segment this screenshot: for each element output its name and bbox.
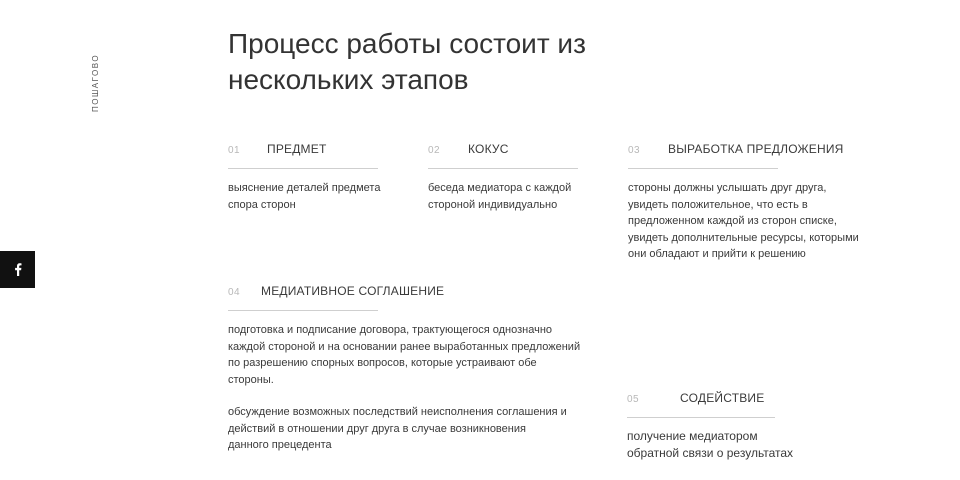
step-description: стороны должны услышать друг друга, увидеть положительное, что есть в предложенном каждой из сторон списке, увидеть дополнительные ресурсы, которыми они обладают и прийти к решению [628, 182, 859, 260]
step-number: 01 [228, 145, 241, 156]
step-header [627, 391, 927, 411]
section-side-label: ПОШАГОВО [91, 53, 100, 112]
step-title: СОДЕЙСТВИЕ [680, 391, 765, 405]
step-5 [627, 391, 927, 462]
step-divider [228, 168, 378, 169]
step-divider [627, 417, 775, 418]
step-2 [428, 142, 658, 213]
facebook-icon [14, 263, 22, 276]
step-description-extra: обсуждение возможных последствий неисполнения соглашения и действий в отношении друг друга в случае возникновения данного прецедента [228, 406, 567, 451]
step-description: получение медиатором обратной связи о результатах [627, 429, 794, 460]
step-title: ВЫРАБОТКА ПРЕДЛОЖЕНИЯ [668, 142, 844, 156]
step-description: беседа медиатора с каждой стороной индивидуально [428, 182, 572, 211]
step-4 [228, 284, 598, 454]
step-1 [228, 142, 458, 213]
step-header [228, 284, 598, 304]
step-number: 05 [627, 394, 640, 405]
step-title: МЕДИАТИВНОЕ СОГЛАШЕНИЕ [261, 284, 445, 298]
step-divider [428, 168, 578, 169]
step-title: ПРЕДМЕТ [267, 142, 327, 156]
step-divider [228, 310, 378, 311]
step-header [428, 142, 658, 162]
step-3 [628, 142, 928, 263]
step-header [628, 142, 928, 162]
facebook-share-button[interactable] [0, 251, 35, 288]
page-title: Процесс работы состоит из нескольких этапов [228, 28, 586, 95]
step-title: КОКУС [468, 142, 509, 156]
step-divider [628, 168, 778, 169]
step-number: 03 [628, 145, 641, 156]
step-header [228, 142, 458, 162]
step-number: 02 [428, 145, 441, 156]
step-description: выяснение деталей предмета спора сторон [228, 182, 381, 211]
step-description: подготовка и подписание договора, трактующегося однозначно каждой стороной и на основании ранее выработанных предложений по разрешению спорных вопросов, которые устраивают обе стороны. [228, 324, 581, 386]
step-number: 04 [228, 287, 241, 298]
